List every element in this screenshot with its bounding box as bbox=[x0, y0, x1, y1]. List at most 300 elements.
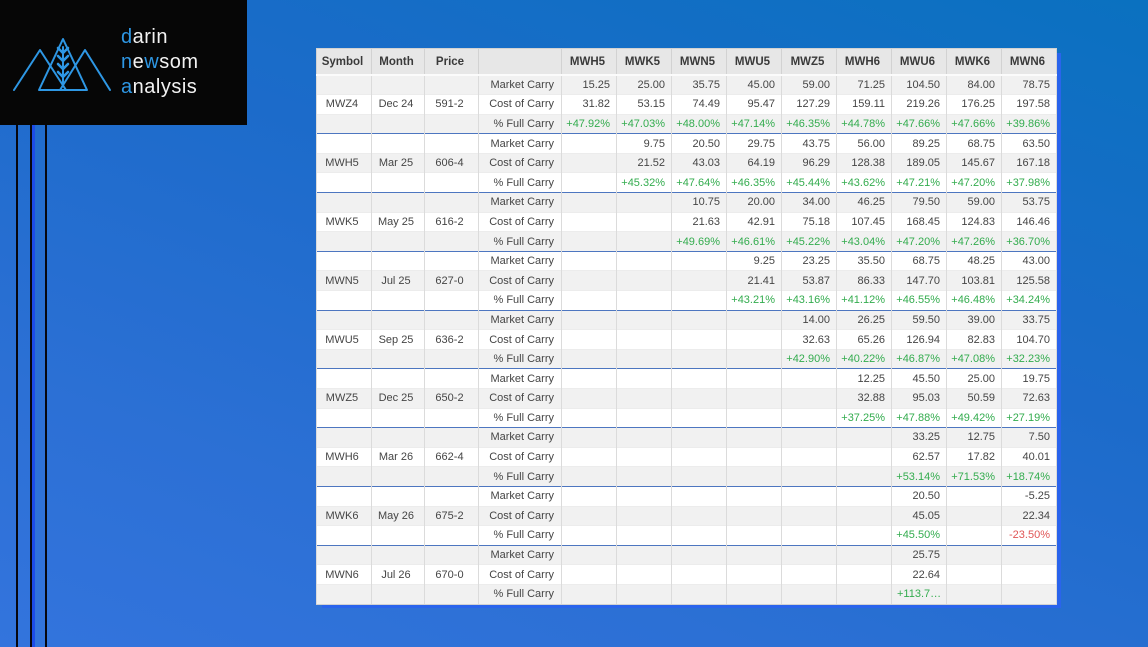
cell-value: 59.00 bbox=[782, 75, 837, 95]
cell-price bbox=[425, 369, 479, 389]
column-header-mwz5: MWZ5 bbox=[782, 49, 837, 76]
cell-value: 64.19 bbox=[727, 153, 782, 173]
cell-value bbox=[617, 310, 672, 330]
cell-value: 78.75 bbox=[1002, 75, 1057, 95]
cell-value bbox=[782, 584, 837, 604]
cell-value bbox=[617, 389, 672, 409]
cell-value: 19.75 bbox=[1002, 369, 1057, 389]
table-row bbox=[317, 212, 1057, 232]
table-row bbox=[317, 486, 1057, 506]
table-row bbox=[317, 114, 1057, 134]
cell-month: Jul 25 bbox=[372, 271, 425, 291]
cell-row-label: Market Carry bbox=[479, 134, 562, 154]
cell-month: May 25 bbox=[372, 212, 425, 232]
cell-value: +43.21% bbox=[727, 291, 782, 311]
cell-value: 21.52 bbox=[617, 153, 672, 173]
cell-month: Sep 25 bbox=[372, 330, 425, 350]
cell-value bbox=[672, 330, 727, 350]
cell-symbol bbox=[317, 526, 372, 546]
cell-value: 21.63 bbox=[672, 212, 727, 232]
column-header-symbol: Symbol bbox=[317, 49, 372, 76]
cell-value bbox=[672, 545, 727, 565]
cell-value: +43.62% bbox=[837, 173, 892, 193]
cell-value bbox=[617, 584, 672, 604]
table-row bbox=[317, 447, 1057, 467]
cell-value: 46.25 bbox=[837, 193, 892, 213]
cell-value bbox=[562, 486, 617, 506]
logo-text bbox=[121, 25, 199, 100]
cell-value bbox=[672, 584, 727, 604]
cell-price bbox=[425, 291, 479, 311]
cell-value: 43.75 bbox=[782, 134, 837, 154]
cell-value: 145.67 bbox=[947, 153, 1002, 173]
cell-value bbox=[562, 389, 617, 409]
cell-month: May 26 bbox=[372, 506, 425, 526]
cell-value bbox=[782, 389, 837, 409]
cell-value bbox=[782, 408, 837, 428]
cell-value: +45.32% bbox=[617, 173, 672, 193]
cell-month bbox=[372, 173, 425, 193]
cell-symbol bbox=[317, 545, 372, 565]
cell-price: 591-2 bbox=[425, 95, 479, 115]
cell-symbol bbox=[317, 310, 372, 330]
cell-value: 12.75 bbox=[947, 428, 1002, 448]
cell-value bbox=[727, 565, 782, 585]
cell-value: 95.03 bbox=[892, 389, 947, 409]
cell-value bbox=[617, 271, 672, 291]
cell-value bbox=[727, 428, 782, 448]
mountains-wheat-icon bbox=[13, 33, 113, 93]
cell-value bbox=[672, 251, 727, 271]
table-row bbox=[317, 369, 1057, 389]
cell-value bbox=[562, 153, 617, 173]
cell-value bbox=[672, 565, 727, 585]
cell-value: 20.00 bbox=[727, 193, 782, 213]
cell-month: Mar 25 bbox=[372, 153, 425, 173]
cell-month bbox=[372, 369, 425, 389]
cell-value: 20.50 bbox=[892, 486, 947, 506]
cell-value: 124.83 bbox=[947, 212, 1002, 232]
cell-value bbox=[727, 389, 782, 409]
cell-value bbox=[672, 506, 727, 526]
cell-symbol bbox=[317, 584, 372, 604]
cell-value bbox=[562, 565, 617, 585]
cell-month bbox=[372, 526, 425, 546]
column-header-blank bbox=[479, 49, 562, 76]
cell-row-label: Market Carry bbox=[479, 369, 562, 389]
table-row bbox=[317, 173, 1057, 193]
cell-price bbox=[425, 486, 479, 506]
cell-row-label: % Full Carry bbox=[479, 349, 562, 369]
cell-price bbox=[425, 526, 479, 546]
cell-row-label: % Full Carry bbox=[479, 467, 562, 487]
cell-value: 20.50 bbox=[672, 134, 727, 154]
cell-value bbox=[782, 506, 837, 526]
cell-row-label: Cost of Carry bbox=[479, 389, 562, 409]
table-row bbox=[317, 330, 1057, 350]
cell-month bbox=[372, 584, 425, 604]
cell-value: 128.38 bbox=[837, 153, 892, 173]
cell-value bbox=[562, 291, 617, 311]
decor-vertical-line bbox=[45, 125, 47, 647]
table-row bbox=[317, 428, 1057, 448]
cell-value bbox=[782, 369, 837, 389]
cell-value bbox=[947, 584, 1002, 604]
cell-month bbox=[372, 232, 425, 252]
table-row bbox=[317, 271, 1057, 291]
cell-value bbox=[782, 565, 837, 585]
cell-value: 35.50 bbox=[837, 251, 892, 271]
table-row bbox=[317, 349, 1057, 369]
cell-value bbox=[562, 428, 617, 448]
cell-value: 26.25 bbox=[837, 310, 892, 330]
column-header-mwn5: MWN5 bbox=[672, 49, 727, 76]
cell-value: 45.05 bbox=[892, 506, 947, 526]
cell-value: -23.50% bbox=[1002, 526, 1057, 546]
cell-symbol bbox=[317, 173, 372, 193]
cell-value: 43.00 bbox=[1002, 251, 1057, 271]
cell-symbol bbox=[317, 134, 372, 154]
cell-value bbox=[727, 486, 782, 506]
cell-value: +41.12% bbox=[837, 291, 892, 311]
cell-value bbox=[947, 506, 1002, 526]
cell-value: 168.45 bbox=[892, 212, 947, 232]
table-row bbox=[317, 526, 1057, 546]
cell-value: 42.91 bbox=[727, 212, 782, 232]
table-row bbox=[317, 193, 1057, 213]
cell-row-label: Market Carry bbox=[479, 251, 562, 271]
cell-symbol: MWN5 bbox=[317, 271, 372, 291]
cell-row-label: Market Carry bbox=[479, 193, 562, 213]
cell-value: 22.64 bbox=[892, 565, 947, 585]
cell-value: 45.00 bbox=[727, 75, 782, 95]
cell-price: 675-2 bbox=[425, 506, 479, 526]
cell-value bbox=[837, 506, 892, 526]
cell-value bbox=[837, 565, 892, 585]
column-header-price: Price bbox=[425, 49, 479, 76]
cell-value: +39.86% bbox=[1002, 114, 1057, 134]
cell-value: +36.70% bbox=[1002, 232, 1057, 252]
header-row bbox=[317, 49, 1057, 76]
cell-value: 147.70 bbox=[892, 271, 947, 291]
cell-value: 104.50 bbox=[892, 75, 947, 95]
cell-row-label: Cost of Carry bbox=[479, 153, 562, 173]
cell-value: 32.88 bbox=[837, 389, 892, 409]
cell-value: 71.25 bbox=[837, 75, 892, 95]
cell-value: +45.44% bbox=[782, 173, 837, 193]
cell-value bbox=[562, 506, 617, 526]
table-row bbox=[317, 467, 1057, 487]
cell-value: 176.25 bbox=[947, 95, 1002, 115]
cell-price bbox=[425, 193, 479, 213]
column-header-month: Month bbox=[372, 49, 425, 76]
cell-symbol bbox=[317, 349, 372, 369]
cell-value: +47.26% bbox=[947, 232, 1002, 252]
cell-value bbox=[617, 506, 672, 526]
cell-value bbox=[617, 251, 672, 271]
cell-value: +47.20% bbox=[947, 173, 1002, 193]
cell-value: +47.64% bbox=[672, 173, 727, 193]
cell-value: 43.03 bbox=[672, 153, 727, 173]
cell-row-label: Market Carry bbox=[479, 310, 562, 330]
cell-symbol bbox=[317, 291, 372, 311]
cell-row-label: % Full Carry bbox=[479, 584, 562, 604]
cell-value bbox=[617, 526, 672, 546]
cell-value bbox=[562, 330, 617, 350]
cell-value: -5.25 bbox=[1002, 486, 1057, 506]
cell-value: 9.25 bbox=[727, 251, 782, 271]
cell-price bbox=[425, 173, 479, 193]
cell-value: +37.98% bbox=[1002, 173, 1057, 193]
cell-month bbox=[372, 467, 425, 487]
cell-row-label: % Full Carry bbox=[479, 173, 562, 193]
table-row bbox=[317, 291, 1057, 311]
table-row bbox=[317, 545, 1057, 565]
cell-value bbox=[562, 545, 617, 565]
table-row bbox=[317, 75, 1057, 95]
logo-line: darin bbox=[121, 26, 168, 48]
cell-month: Dec 24 bbox=[372, 95, 425, 115]
cell-price: 650-2 bbox=[425, 389, 479, 409]
column-header-mwk6: MWK6 bbox=[947, 49, 1002, 76]
cell-month: Mar 26 bbox=[372, 447, 425, 467]
cell-value: 34.00 bbox=[782, 193, 837, 213]
cell-value bbox=[617, 428, 672, 448]
cell-value: 127.29 bbox=[782, 95, 837, 115]
cell-symbol: MWH6 bbox=[317, 447, 372, 467]
cell-value: +113.7… bbox=[892, 584, 947, 604]
cell-value bbox=[782, 428, 837, 448]
cell-value: +40.22% bbox=[837, 349, 892, 369]
cell-value bbox=[617, 232, 672, 252]
cell-value: +47.08% bbox=[947, 349, 1002, 369]
cell-value: 45.50 bbox=[892, 369, 947, 389]
cell-price bbox=[425, 584, 479, 604]
cell-value bbox=[727, 584, 782, 604]
cell-row-label: Cost of Carry bbox=[479, 506, 562, 526]
cell-value: 84.00 bbox=[947, 75, 1002, 95]
cell-value bbox=[727, 330, 782, 350]
cell-row-label: Cost of Carry bbox=[479, 271, 562, 291]
cell-value: +47.92% bbox=[562, 114, 617, 134]
table-row bbox=[317, 506, 1057, 526]
cell-month bbox=[372, 134, 425, 154]
cell-value bbox=[837, 467, 892, 487]
cell-row-label: % Full Carry bbox=[479, 291, 562, 311]
cell-value: 32.63 bbox=[782, 330, 837, 350]
cell-symbol bbox=[317, 75, 372, 95]
cell-value bbox=[562, 134, 617, 154]
cell-value: 82.83 bbox=[947, 330, 1002, 350]
cell-price bbox=[425, 545, 479, 565]
cell-symbol bbox=[317, 428, 372, 448]
carry-table bbox=[316, 48, 1057, 605]
cell-symbol: MWZ5 bbox=[317, 389, 372, 409]
cell-symbol: MWZ4 bbox=[317, 95, 372, 115]
cell-value: 7.50 bbox=[1002, 428, 1057, 448]
cell-price bbox=[425, 75, 479, 95]
cell-value bbox=[617, 565, 672, 585]
cell-value bbox=[617, 193, 672, 213]
cell-value: 53.87 bbox=[782, 271, 837, 291]
cell-value: 167.18 bbox=[1002, 153, 1057, 173]
cell-value: +43.16% bbox=[782, 291, 837, 311]
cell-price bbox=[425, 134, 479, 154]
cell-value bbox=[837, 545, 892, 565]
cell-value: 25.00 bbox=[947, 369, 1002, 389]
cell-value: 103.81 bbox=[947, 271, 1002, 291]
cell-price: 670-0 bbox=[425, 565, 479, 585]
table-row bbox=[317, 95, 1057, 115]
cell-price bbox=[425, 349, 479, 369]
cell-value bbox=[837, 428, 892, 448]
cell-value: 35.75 bbox=[672, 75, 727, 95]
cell-value: +46.55% bbox=[892, 291, 947, 311]
cell-value bbox=[617, 349, 672, 369]
cell-value: 62.57 bbox=[892, 447, 947, 467]
cell-value: 9.75 bbox=[617, 134, 672, 154]
cell-symbol: MWK5 bbox=[317, 212, 372, 232]
cell-value: 104.70 bbox=[1002, 330, 1057, 350]
cell-value bbox=[562, 369, 617, 389]
cell-value bbox=[727, 408, 782, 428]
cell-value bbox=[727, 545, 782, 565]
cell-value: 29.75 bbox=[727, 134, 782, 154]
table-row bbox=[317, 232, 1057, 252]
cell-price: 627-0 bbox=[425, 271, 479, 291]
cell-value: 14.00 bbox=[782, 310, 837, 330]
cell-value: 107.45 bbox=[837, 212, 892, 232]
cell-value bbox=[617, 330, 672, 350]
cell-value bbox=[672, 310, 727, 330]
cell-price bbox=[425, 467, 479, 487]
cell-row-label: % Full Carry bbox=[479, 526, 562, 546]
table-body bbox=[317, 75, 1057, 604]
cell-value bbox=[562, 271, 617, 291]
cell-value bbox=[727, 369, 782, 389]
cell-value bbox=[562, 173, 617, 193]
cell-row-label: % Full Carry bbox=[479, 114, 562, 134]
cell-month bbox=[372, 291, 425, 311]
cell-value: 68.75 bbox=[892, 251, 947, 271]
cell-price bbox=[425, 232, 479, 252]
cell-value bbox=[562, 193, 617, 213]
cell-value bbox=[617, 212, 672, 232]
cell-value: +45.50% bbox=[892, 526, 947, 546]
cell-value: +46.35% bbox=[782, 114, 837, 134]
cell-value: 159.11 bbox=[837, 95, 892, 115]
cell-price: 636-2 bbox=[425, 330, 479, 350]
cell-value: 33.25 bbox=[892, 428, 947, 448]
cell-symbol bbox=[317, 369, 372, 389]
cell-value bbox=[727, 349, 782, 369]
cell-value bbox=[672, 447, 727, 467]
cell-value: 17.82 bbox=[947, 447, 1002, 467]
cell-value: +47.66% bbox=[892, 114, 947, 134]
cell-value: +47.14% bbox=[727, 114, 782, 134]
cell-row-label: Cost of Carry bbox=[479, 212, 562, 232]
cell-value: 63.50 bbox=[1002, 134, 1057, 154]
cell-symbol bbox=[317, 408, 372, 428]
cell-value: +47.03% bbox=[617, 114, 672, 134]
cell-value: 31.82 bbox=[562, 95, 617, 115]
table-row bbox=[317, 310, 1057, 330]
cell-price bbox=[425, 251, 479, 271]
cell-value: 72.63 bbox=[1002, 389, 1057, 409]
column-header-mwu6: MWU6 bbox=[892, 49, 947, 76]
cell-value bbox=[617, 369, 672, 389]
cell-value: 146.46 bbox=[1002, 212, 1057, 232]
cell-value: +47.66% bbox=[947, 114, 1002, 134]
cell-value: 23.25 bbox=[782, 251, 837, 271]
cell-value: 125.58 bbox=[1002, 271, 1057, 291]
cell-value: 86.33 bbox=[837, 271, 892, 291]
cell-value: +47.20% bbox=[892, 232, 947, 252]
logo-line: analysis bbox=[121, 76, 198, 98]
cell-value bbox=[672, 467, 727, 487]
table-row bbox=[317, 153, 1057, 173]
cell-month bbox=[372, 114, 425, 134]
cell-value bbox=[562, 349, 617, 369]
cell-value: +71.53% bbox=[947, 467, 1002, 487]
cell-value bbox=[947, 565, 1002, 585]
cell-month bbox=[372, 408, 425, 428]
cell-value: +46.61% bbox=[727, 232, 782, 252]
cell-value: +46.35% bbox=[727, 173, 782, 193]
cell-value: 96.29 bbox=[782, 153, 837, 173]
cell-value: 25.75 bbox=[892, 545, 947, 565]
cell-value bbox=[782, 467, 837, 487]
cell-value: +47.21% bbox=[892, 173, 947, 193]
cell-value bbox=[617, 408, 672, 428]
cell-value bbox=[617, 486, 672, 506]
cell-value: +47.88% bbox=[892, 408, 947, 428]
cell-month bbox=[372, 310, 425, 330]
cell-month bbox=[372, 428, 425, 448]
cell-value bbox=[782, 486, 837, 506]
cell-row-label: Cost of Carry bbox=[479, 95, 562, 115]
cell-value: +48.00% bbox=[672, 114, 727, 134]
cell-value: 197.58 bbox=[1002, 95, 1057, 115]
cell-value bbox=[782, 545, 837, 565]
cell-symbol bbox=[317, 232, 372, 252]
cell-value: 53.15 bbox=[617, 95, 672, 115]
cell-month bbox=[372, 193, 425, 213]
cell-value: 189.05 bbox=[892, 153, 947, 173]
cell-value bbox=[617, 447, 672, 467]
cell-value bbox=[672, 408, 727, 428]
cell-value bbox=[562, 408, 617, 428]
cell-value bbox=[947, 486, 1002, 506]
cell-symbol: MWN6 bbox=[317, 565, 372, 585]
cell-symbol: MWK6 bbox=[317, 506, 372, 526]
carry-data-table bbox=[316, 48, 1057, 605]
cell-price: 616-2 bbox=[425, 212, 479, 232]
cell-value bbox=[837, 584, 892, 604]
cell-symbol bbox=[317, 193, 372, 213]
table-row bbox=[317, 251, 1057, 271]
cell-month bbox=[372, 75, 425, 95]
cell-value: +45.22% bbox=[782, 232, 837, 252]
cell-symbol bbox=[317, 467, 372, 487]
cell-value: 33.75 bbox=[1002, 310, 1057, 330]
cell-value bbox=[727, 467, 782, 487]
cell-value bbox=[562, 447, 617, 467]
cell-value bbox=[782, 526, 837, 546]
cell-month: Dec 25 bbox=[372, 389, 425, 409]
cell-symbol: MWH5 bbox=[317, 153, 372, 173]
cell-price bbox=[425, 408, 479, 428]
